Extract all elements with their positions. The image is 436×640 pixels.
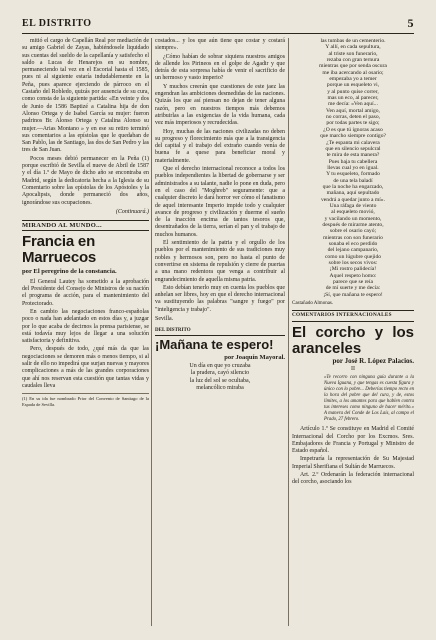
poem-line: la pradera, cayó silencio	[190, 370, 250, 377]
poem-line: Pues baja tu cabellera	[328, 158, 378, 165]
poem-line: empezaba yo a temer	[329, 76, 377, 83]
column-1	[22, 38, 149, 407]
paragraph: Hoy, muchas de las naciones civilizadas no deben su progreso y florecimiento más que a la transigencia del capital y el trabajo del extraño cuando venía de buena fe a quese para beneficiar moral y materialmente.	[155, 128, 285, 164]
poem-line: que marcho siempre contigo?	[319, 133, 386, 140]
poem-line: que en silencio sepulcral	[325, 145, 381, 152]
poem-continuation	[292, 38, 414, 298]
poem-line: sobre los secos vivos:	[328, 260, 378, 267]
poem-line: Y tu esqueleto, formado	[326, 171, 380, 178]
article-byline: por José R. López Palacios.	[332, 356, 414, 365]
poem-line: mientras que por senda oscura	[319, 63, 387, 70]
poem-line: porque un esqueleto vi,	[326, 82, 380, 89]
epigraph-quote: «Te recorro con ninguna guía durante a la Nueva Iguana, y que tengas es cuesta figura y único con lo pobre... Deberías tiempo recto en la hora del pobre que del cura, y de, estos límites, a los amantes para que hablen contra tus intereses como ninguno de hacer mérito.» A manera del Conde de Los Lais, al campo el Prado, 27 febrero.	[324, 375, 414, 423]
poem-line: ¡Mi rostro palidecía!	[329, 266, 377, 273]
page-header	[22, 18, 414, 32]
section-heading: DEL DISTRITO	[155, 327, 285, 335]
paragraph: El General Lautey ha sometido a la aprobación del Presidente del Consejo de Ministros de su nación el programa de acción, para el mantenimiento del Protectorado.	[22, 278, 149, 307]
poem-line: sonaba el eco perdido	[328, 241, 378, 247]
poem-line: Y allí, en cada sepultura,	[325, 44, 381, 51]
column-3	[292, 38, 414, 488]
poem-line: parece que se reía	[333, 279, 373, 286]
header-rule	[22, 33, 414, 34]
paragraph: costados... y los que aún tiene que costar y costará siempre».	[155, 38, 285, 52]
column-2	[155, 38, 285, 393]
poem-line: ¿Te espanta mi calavera	[326, 139, 380, 146]
poem-line: rezaba con gran ternura	[326, 57, 380, 64]
poem-line: te mira de esta manera?	[326, 152, 380, 159]
poem-line: Un día en que yo cruzaba	[189, 362, 251, 369]
newspaper-title: EL DISTRITO	[22, 18, 92, 29]
page-number: 5	[407, 16, 414, 30]
paragraph: Impetraría la representación de Su Majestad Imperial Sherifiana el Sultán de Marruecos.	[292, 456, 414, 470]
poem-line: Una ráfaga de viento	[329, 202, 377, 209]
footnote: (1) En su ida fue nombrado Prior del Convento de Santiago de la Espada de Sevilla.	[22, 393, 149, 407]
poem-line: mientras con son funerario	[323, 234, 383, 241]
paragraph: Que el derecho internacional reconoce a todos los pueblos independientes la libertad de gobernarse y ser administrados a su talante, nadie lo pone en duda, pero en el caso del "Moghreb" seguramente: que a cualquier discreto le dará horror ver cómo el fanatismo de aquel interesante Imperio impide todo y cualquier avance de progreso y civilización y duerme el sueño de la inacción encima de tantos tesoros que, desentrañados de la tierra, serían el pan y el trabajo de muchos humanos.	[155, 166, 285, 238]
poem-line: que la noche ha engarzado,	[322, 183, 384, 190]
paragraph: El sentimiento de la patria y el orgullo de los pueblos por el mantenimiento de sus tradiciones muy nobles y hermosos son, pero no hasta el punto de convertirse en sistema de repulsión y cierre de puertas a una mano redentora que venga a contribuir al engrandecimiento de aquella misma patria.	[155, 240, 285, 283]
poem-stanza	[155, 363, 285, 393]
paragraph: Esto debían tenerlo muy en cuenta los pueblos que anhelan ser libres, hoy en que el derecho internacional va sustituyendo las palabras "sangre y fuego" por "inteligencia y trabajo".	[155, 284, 285, 313]
poem-line: sobre el osario cayó;	[329, 228, 377, 235]
paragraph: Artículo 1.º Se constituye en Madrid el Comité Internacional del Corcho por los Excmos. Sres. Embajadores de Francia y Portugal y Ministro de Estado español.	[292, 426, 414, 455]
paragraph: Art. 2.º Ordenarán la federación internacional del corcho, asociando los	[292, 472, 414, 486]
poem-line: me iba acercando al osario;	[322, 69, 384, 76]
poem-place: Castañado Almonas.	[292, 301, 334, 307]
place-signature: Sevilla.	[155, 315, 174, 322]
poem-line: no corras, deten el paso,	[325, 114, 381, 121]
article-title: El corcho y los aranceles	[292, 323, 414, 357]
article-byline: por El peregrino de la constancia.	[22, 268, 117, 276]
paragraph: Y muchos creerán que cuestiones de este jaez las engendran las ambiciones desmedidas de las naciones. Quizás los que así piensan no dejan de tener alguna razón, pero en nuestros tiempos más debemos atribuirlas a las exigencias de la vida humana, cada vez más imperiosos y recrudecidas.	[155, 83, 285, 127]
poem-title: ¡Mañana te espero!	[155, 336, 274, 352]
poem-line: Ven aquí, mortal amigo,	[326, 107, 380, 114]
section-heading: COMENTARIOS INTERNACIONALES	[292, 310, 414, 321]
article-title: Francia en Marruecos	[22, 233, 97, 267]
poem-line: mañana, aquí sepultado	[326, 190, 380, 197]
poem-line: al triste son funerario,	[328, 50, 378, 57]
signature: (Continuará.)	[115, 208, 149, 215]
poem-line: ¡Sí, que mañana te espero!	[323, 291, 383, 298]
column-divider-1	[151, 38, 152, 626]
paragraph: ¿Cómo habían de sobrar siquiera nuestros amigos de allende los Pirineos en el golpe de Agadir y que detrás de esta sorpresa había de venir el sacrificio de un hermoso y vasto imperio?	[155, 53, 285, 82]
poem-line: y vacilando un momento,	[324, 215, 382, 222]
poem-line: después de mirarme atento,	[322, 221, 384, 228]
column-divider-2	[288, 38, 289, 626]
poem-line: y al punto quise correr,	[327, 88, 379, 95]
poem-line: del lejano campanario,	[327, 247, 379, 254]
paragraph: mitió el cargo de Capellán Real por mediación de su amigo Gabriel de Zayas, habiéndosele liquidado sus cuentas del sueldo de la capellanía y satisfecho el saldo a Lucas de Henarejos en su nombre, permaneciendo tal vez en el Escorial hasta el 1585, pues ni al siguiente estaría indudablemente en la Peña, pues aparece ejerciendo de párroco en el Castaño del Robledo, quizás por ausencia de su cura, como consta de la siguiente partida: «En veinte y dos de Junio de 1586 Baptizé a Catalina hija de don Alonso Ortega y de Isabel García su mujer: fueron padrinos Br. Alonso Ortega y Catalina Alonso su mujer.—Arias Montano » y en ese su retiro terminó sus comentarios a las epístolas que le quedaban de San Pablo, las de Santiago, las dos de San Pedro y las tres de San Juan.	[22, 38, 149, 154]
poem-line: por todas partes te sigo;	[326, 120, 380, 127]
poem-line: llevas cual yo en igual.	[327, 164, 379, 171]
poem-line: mas un eco, al parecer,	[327, 95, 379, 102]
section-heading: MIRANDO AL MUNDO...	[22, 220, 149, 231]
poem-line: ¿O es que tú ignoras acaso	[323, 126, 383, 133]
poem-line: de mí suerte y me decía:	[325, 285, 381, 292]
poem-line: vendrá a quedar junto a mí».	[321, 196, 385, 203]
poem-line: la luz del sol se ocultaba,	[189, 377, 251, 384]
paragraph: Pocos meses debió permanecer en la Peña (1) porque escribió de Sevilla el nueve de Abril de 1587 y el día 1.º de Mayo de dicho año se encontraba en Madrid, según la dedicatoria hecha a la Iglesia de su Comentario sobre las epístolas de los Apóstoles y la Apocalipsis, donde permaneció dos años, ignorándose sus ocupaciones.	[22, 155, 149, 206]
paragraph: En cambio las negociaciones franco-españolas poco o nada han adelantado en estos días y, a juzgar por lo que acaba de decirnos la prensa parisiense, se está todavía muy lejos de llegar a una solución satisfactoria y definitiva.	[22, 308, 149, 345]
paragraph: Pero, después de todo, ¿qué más da que las negociaciones se demoren más o menos tiempo, si al salir de ello no impedirá que surjan nuevas y mayores complicaciones a más de las grandes corporaciones que ahí nos reservan esta cuestión que tantas vidas y caudales lleva	[22, 346, 149, 389]
poem-line: Aquel respeto homo:	[329, 272, 377, 279]
poem-line: al esqueleto movió,	[331, 209, 375, 216]
poem-line: me decía: «Ven aquí...	[328, 101, 378, 108]
poem-line: las tumbas de un cementerio.	[320, 38, 386, 44]
part-number: II	[351, 365, 355, 372]
poem-line: como un lúgubre quejido	[324, 253, 382, 260]
poem-line: de una tela baladí	[333, 177, 373, 184]
poem-line: melancólico miraba	[196, 385, 244, 392]
poem-byline: por Joaquín Mayoral.	[224, 353, 285, 361]
